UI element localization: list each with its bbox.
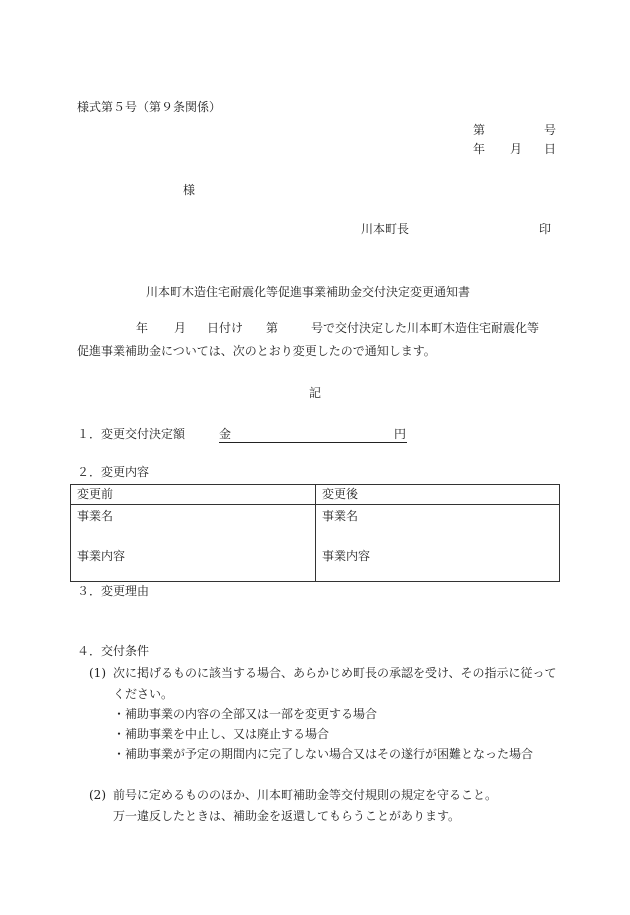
item1-bullet: ・補助事業の内容の全部又は一部を変更する場合 [113,707,378,721]
section2-label: ２．変更内容 [77,465,150,479]
issuer-name: 川本町長 [361,222,410,236]
ki-heading: 記 [309,386,322,400]
body-no-prefix: 第 [266,321,279,335]
body-year: 年 [136,321,149,335]
item2-number: (2) [89,788,106,802]
section3-label: ３．変更理由 [77,584,150,598]
after-project-name: 事業名 [322,509,359,523]
form-number: 様式第５号（第９条関係） [77,100,222,114]
before-project-content: 事業内容 [77,549,126,563]
table-cell-before [71,505,316,582]
change-table [70,484,560,582]
amount-yen: 円 [393,427,406,441]
item1-line1: 次に掲げるものに該当する場合、あらかじめ町長の承認を受け、その指示に従って [113,666,557,680]
body-month: 月 [174,321,187,335]
date-month: 月 [510,142,523,156]
item2-line1: 前号に定めるもののほか、川本町補助金等交付規則の規定を守ること。 [113,788,498,802]
before-project-name: 事業名 [77,509,114,523]
addressee-suffix: 様 [183,183,196,197]
item1-number: (1) [89,666,106,680]
body-line2: 促進事業補助金については、次のとおり変更したので通知します。 [77,344,436,358]
amount-line [219,427,407,443]
after-project-content: 事業内容 [322,549,371,563]
body-line1-rest: 号で交付決定した川本町木造住宅耐震化等 [311,321,540,335]
section4-label: ４．交付条件 [77,644,150,658]
table-header-after: 変更後 [316,485,560,505]
document-title: 川本町木造住宅耐震化等促進事業補助金交付決定変更通知書 [146,285,471,299]
doc-number-prefix: 第 [473,123,486,137]
amount-kin: 金 [219,427,232,441]
item1-bullet: ・補助事業が予定の期間内に完了しない場合又はその遂行が困難となった場合 [113,747,534,761]
item1-line2: ください。 [113,687,174,701]
section1-label: １．変更交付決定額 [77,427,186,441]
table-cell-after [316,505,560,582]
date-day: 日 [544,142,557,156]
seal-mark: 印 [539,222,552,236]
item2-line2: 万一違反したときは、補助金を返還してもらうことがあります。 [113,809,461,823]
table-header-before: 変更前 [71,485,316,505]
item1-bullet: ・補助事業を中止し、又は廃止する場合 [113,727,330,741]
body-dated: 日付け [207,321,244,335]
doc-number-suffix: 号 [544,123,557,137]
date-year: 年 [473,142,486,156]
